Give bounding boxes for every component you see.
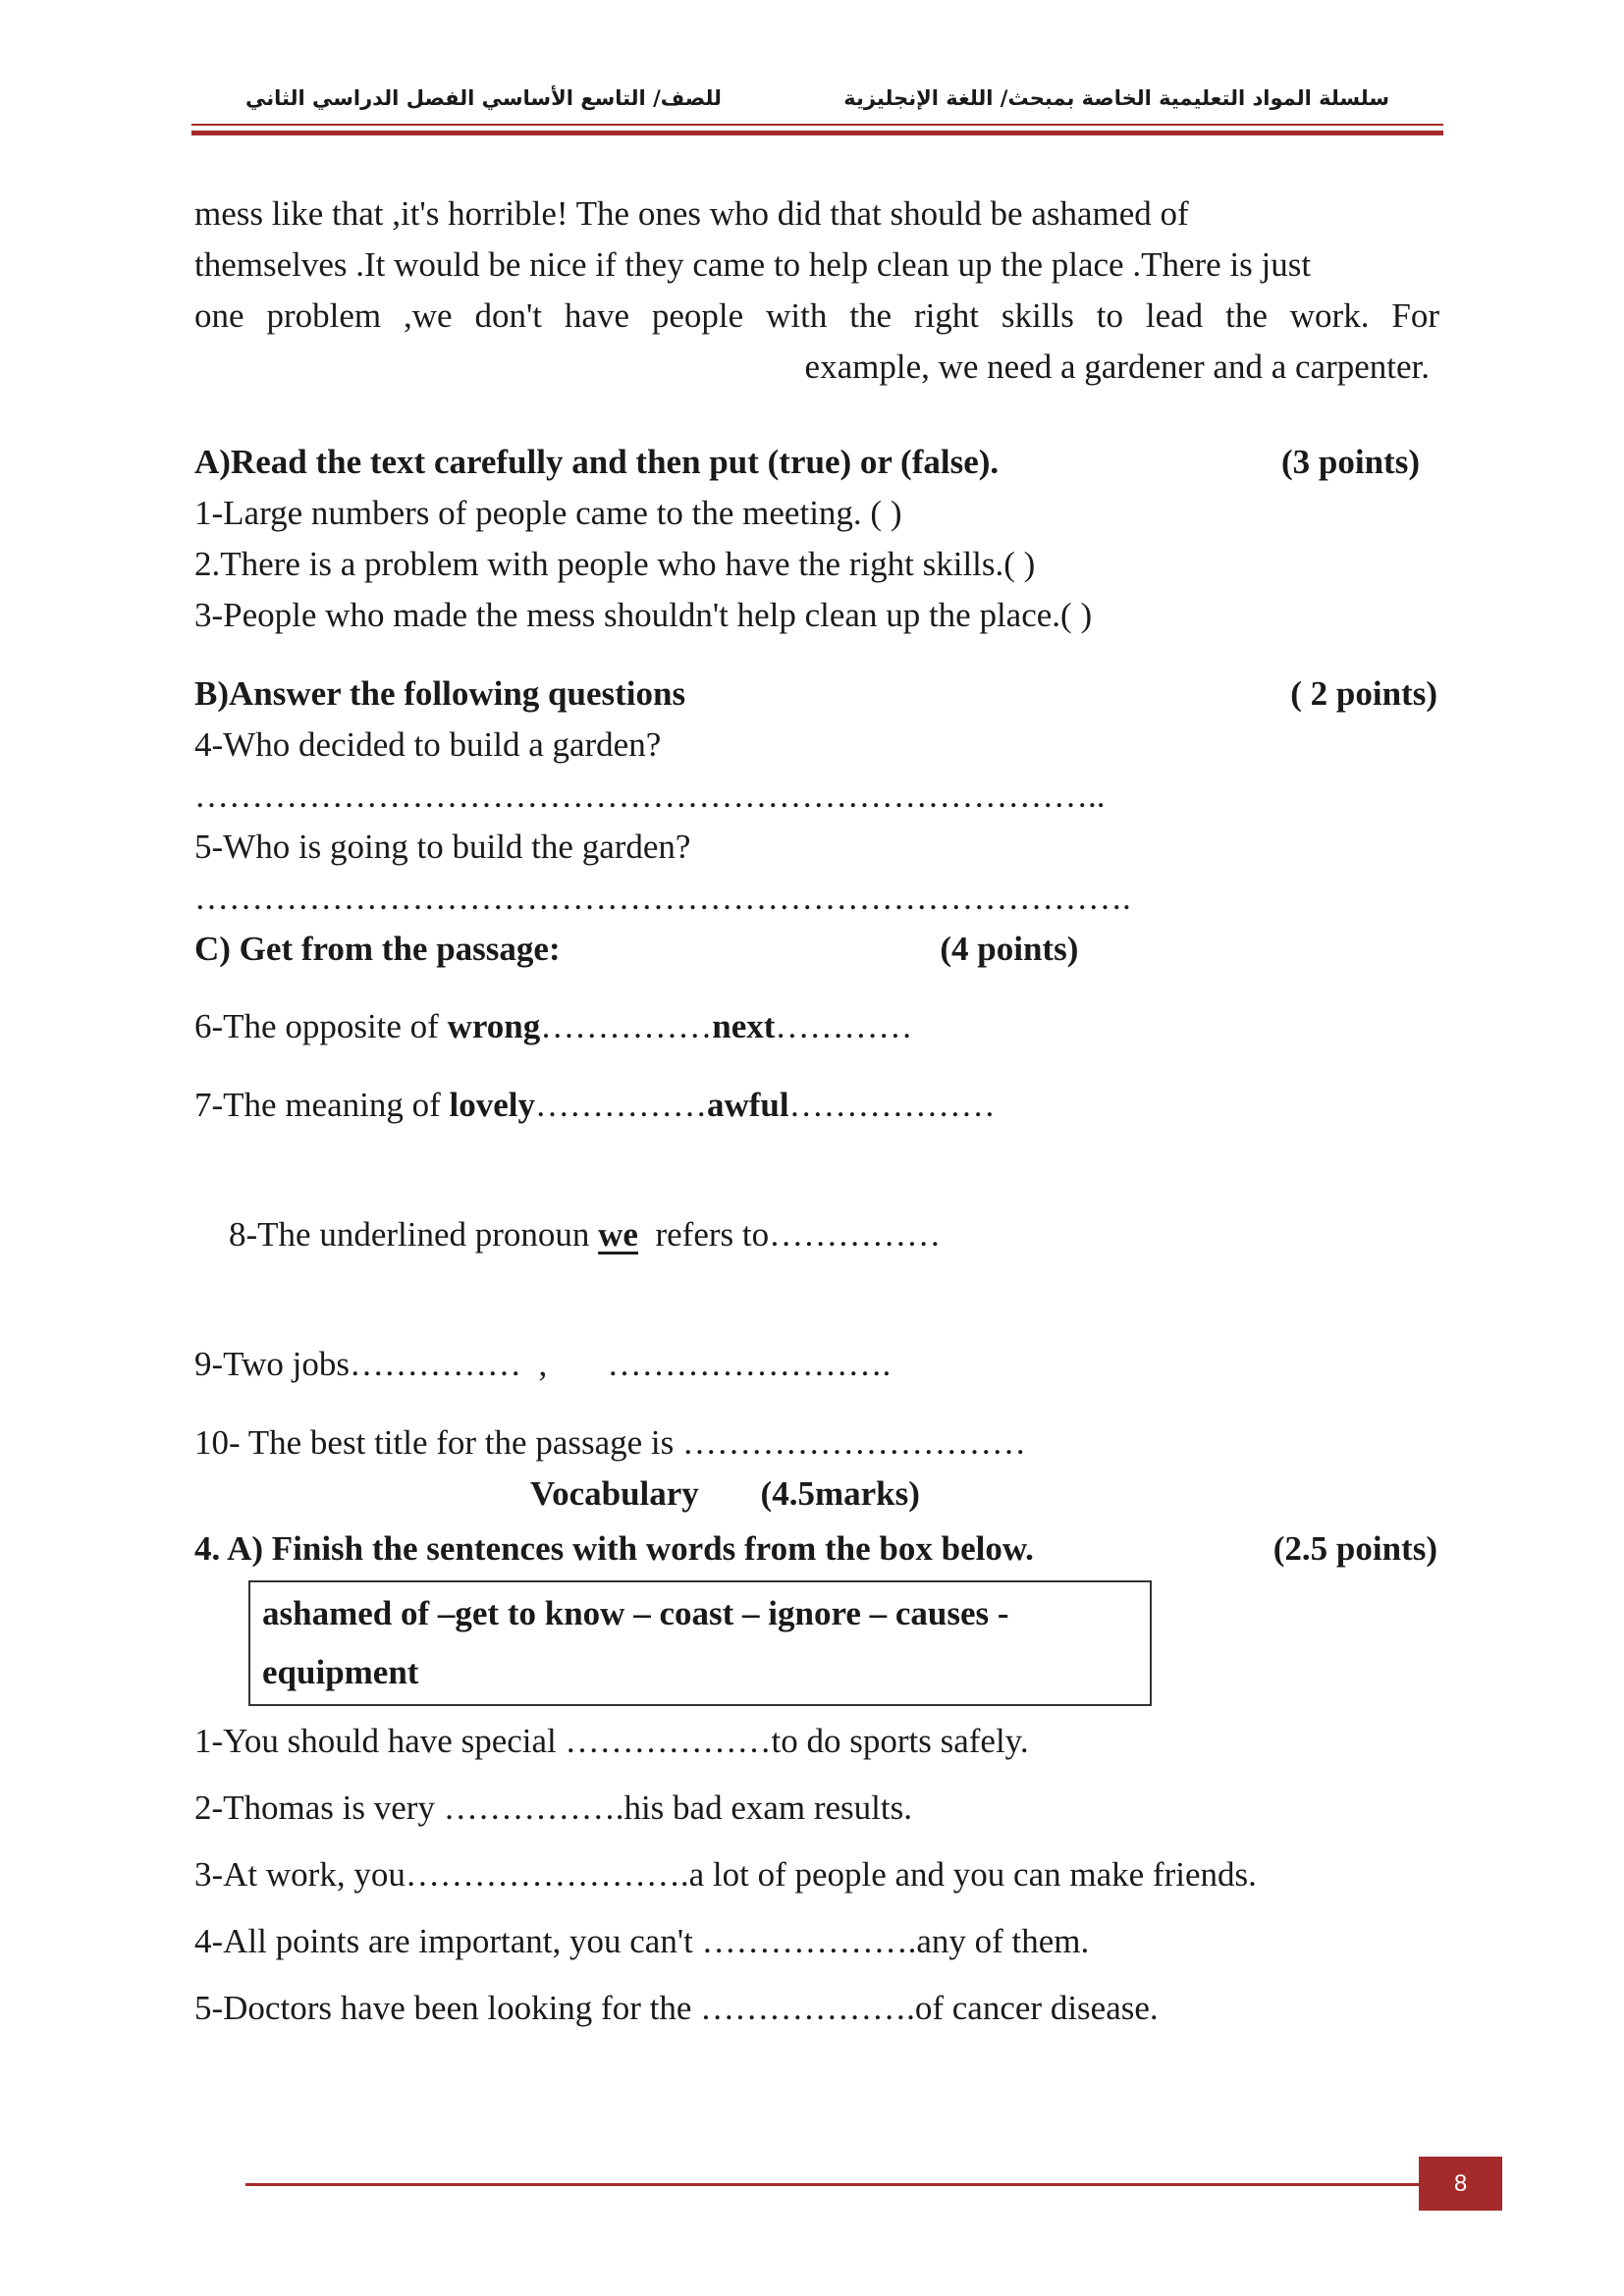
section-a-heading [194,437,1439,488]
blank: …………… [534,1086,707,1124]
answer-line-5: ………………………………………………………………………. [194,879,1131,917]
question-7 [194,1080,1439,1131]
question-8-text: 8-The underlined pronoun [229,1215,599,1254]
true-false-item: 3-People who made the mess shouldn't help clean up the place.( ) [194,596,1093,634]
worksheet-content [194,188,1439,2042]
header-grade: للصف/ التاسع الأساسي الفصل الدراسي الثاني [245,86,722,110]
question-7-text: 7-The meaning of [194,1086,450,1124]
header-rule-thin [191,124,1443,126]
section-c-title: C) Get from the passage: [194,930,561,968]
vocab-points: (2.5 points) [1272,1529,1437,1568]
underlined-pronoun-we: we [598,1215,638,1254]
true-false-item: 2.There is a problem with people who have the right skills.( ) [194,545,1036,583]
vocab-instruction: 4. A) Finish the sentences with words from the box below. [194,1529,1034,1568]
passage-line: mess like that ,it's horrible! The ones who did that should be ashamed of [194,194,1189,233]
section-c-heading [194,924,1439,975]
vocabulary-title: Vocabulary [530,1474,699,1513]
question-6-text: 6-The opposite of [194,1007,448,1045]
keyword-wrong: wrong [447,1007,541,1045]
section-a-points: (3 points) [1281,443,1420,481]
keyword-awful: awful [706,1086,789,1124]
vocab-sentence: 2-Thomas is very …………….his bad exam results. [194,1789,913,1827]
passage-line: themselves .It would be nice if they came to help clean up the place .There is just [194,245,1312,284]
page-header [191,80,1443,120]
section-b-heading [194,668,1439,720]
answer-line-4: …………………………………………………………………….. [194,776,1106,815]
vocab-instruction-row [194,1523,1439,1575]
vocab-sentence: 4-All points are important, you can't ……………….any of them. [194,1922,1090,1960]
section-b-title: B)Answer the following questions [194,674,686,713]
question-5: 5-Who is going to build the garden? [194,828,691,866]
question-10: 10- The best title for the passage is ………………………… [194,1423,1027,1462]
header-subject: سلسلة المواد التعليمية الخاصة بمبحث/ اللغة الإنجليزية [843,86,1389,110]
blank: ……………… [788,1086,996,1124]
page-number: 8 [1419,2157,1502,2211]
section-a-title: A)Read the text carefully and then put (true) or (false). [194,443,1000,481]
blank: ………… [775,1007,913,1045]
keyword-lovely: lovely [449,1086,535,1124]
question-9: 9-Two jobs…………… , ……………………. [194,1345,892,1383]
true-false-item: 1-Large numbers of people came to the meeting. ( ) [194,494,902,532]
passage-last-line: example, we need a gardener and a carpenter. [804,347,1430,386]
blank: …………… [540,1007,713,1045]
header-rule-thick [191,131,1443,135]
question-4: 4-Who decided to build a garden? [194,725,662,764]
section-c-points: (4 points) [940,930,1079,968]
footer-rule [245,2183,1419,2186]
question-8 [194,1158,1439,1311]
passage-line: one problem ,we don't have people with the right skills to lead the work. For [194,296,1439,335]
vocabulary-heading [194,1468,1439,1520]
word-box: ashamed of –get to know – coast – ignore – causes - equipment [248,1580,1152,1706]
question-6 [194,1001,1439,1052]
section-b-points: ( 2 points) [1290,674,1437,713]
vocab-sentence: 5-Doctors have been looking for the ……………….of cancer disease. [194,1989,1159,2027]
question-8-rest: refers to…………… [637,1215,942,1254]
vocabulary-marks: (4.5marks) [760,1474,920,1513]
vocab-sentence: 1-You should have special ………………to do sports safely. [194,1722,1029,1760]
keyword-next: next [712,1007,776,1045]
vocab-sentence: 3-At work, you…………………….a lot of people and you can make friends. [194,1855,1257,1894]
